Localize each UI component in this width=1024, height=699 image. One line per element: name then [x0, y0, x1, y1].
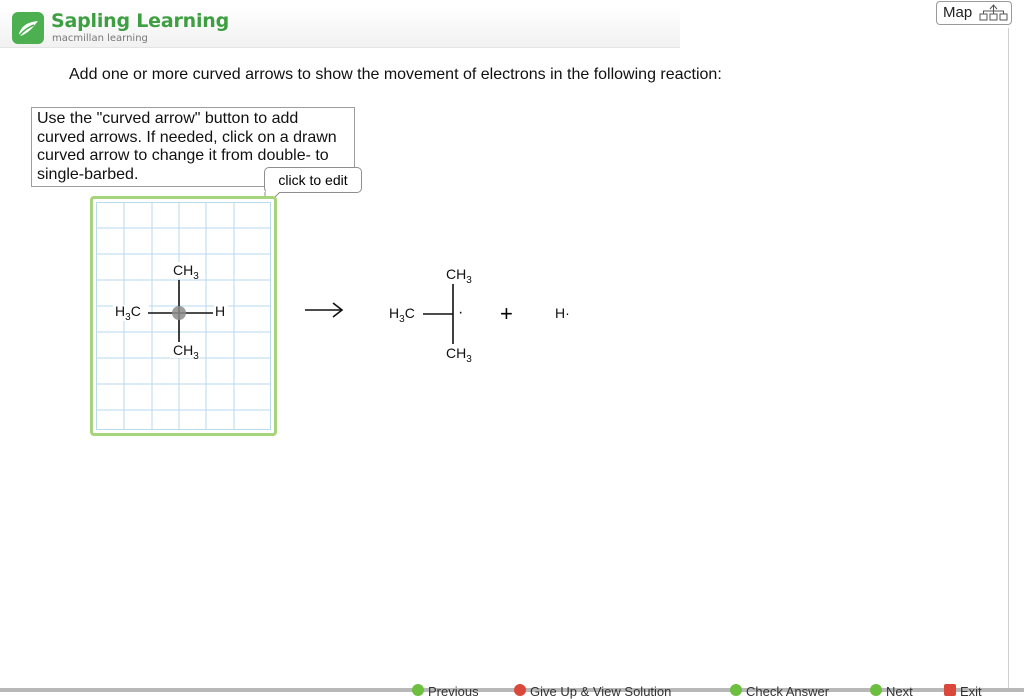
exit-icon: [944, 684, 956, 696]
product-top-ch3: $CH_3$: [446, 266, 472, 286]
brand-subtitle: macmillan learning: [52, 33, 148, 44]
sapling-logo-icon: [12, 12, 44, 44]
drawing-canvas[interactable]: [90, 196, 277, 436]
brand-name: Sapling Learning: [51, 10, 230, 32]
reaction-arrow-icon: [303, 300, 345, 320]
map-label: Map: [943, 4, 973, 21]
reactant-top-ch3[interactable]: $CH_3$: [173, 262, 199, 282]
product-radical-dot: ·: [458, 304, 464, 321]
instructions-box: Use the "curved arrow" button to add curved arrows. If needed, click on a drawn curved arrow to change it from double- to single-barbed.: [31, 107, 355, 187]
give-up-icon: [514, 684, 526, 696]
reactant-bottom-ch3[interactable]: $CH_3$: [173, 342, 199, 362]
check-icon: [730, 684, 742, 696]
previous-button[interactable]: Previous: [412, 684, 479, 699]
previous-icon: [412, 684, 424, 696]
question-prompt: Add one or more curved arrows to show the movement of electrons in the following reaction:: [69, 66, 722, 83]
give-up-button[interactable]: Give Up & View Solution: [514, 684, 671, 699]
hydrogen-radical: H·: [555, 305, 570, 321]
map-tree-icon: [979, 4, 1009, 22]
product-bottom-ch3: $CH_3$: [446, 345, 472, 365]
map-button[interactable]: [936, 1, 1012, 25]
plus-sign: +: [500, 301, 513, 326]
next-icon: [870, 684, 882, 696]
exit-button[interactable]: Exit: [944, 684, 982, 699]
reactant-left-h3c[interactable]: $H_3C$: [115, 303, 141, 323]
next-button[interactable]: Next: [870, 684, 913, 699]
click-to-edit-tooltip[interactable]: click to edit: [264, 167, 362, 193]
product-left-h3c: $H_3C$: [389, 305, 415, 325]
check-answer-button[interactable]: Check Answer: [730, 684, 829, 699]
reactant-right-h[interactable]: H: [215, 303, 226, 319]
right-divider: [1008, 28, 1009, 692]
